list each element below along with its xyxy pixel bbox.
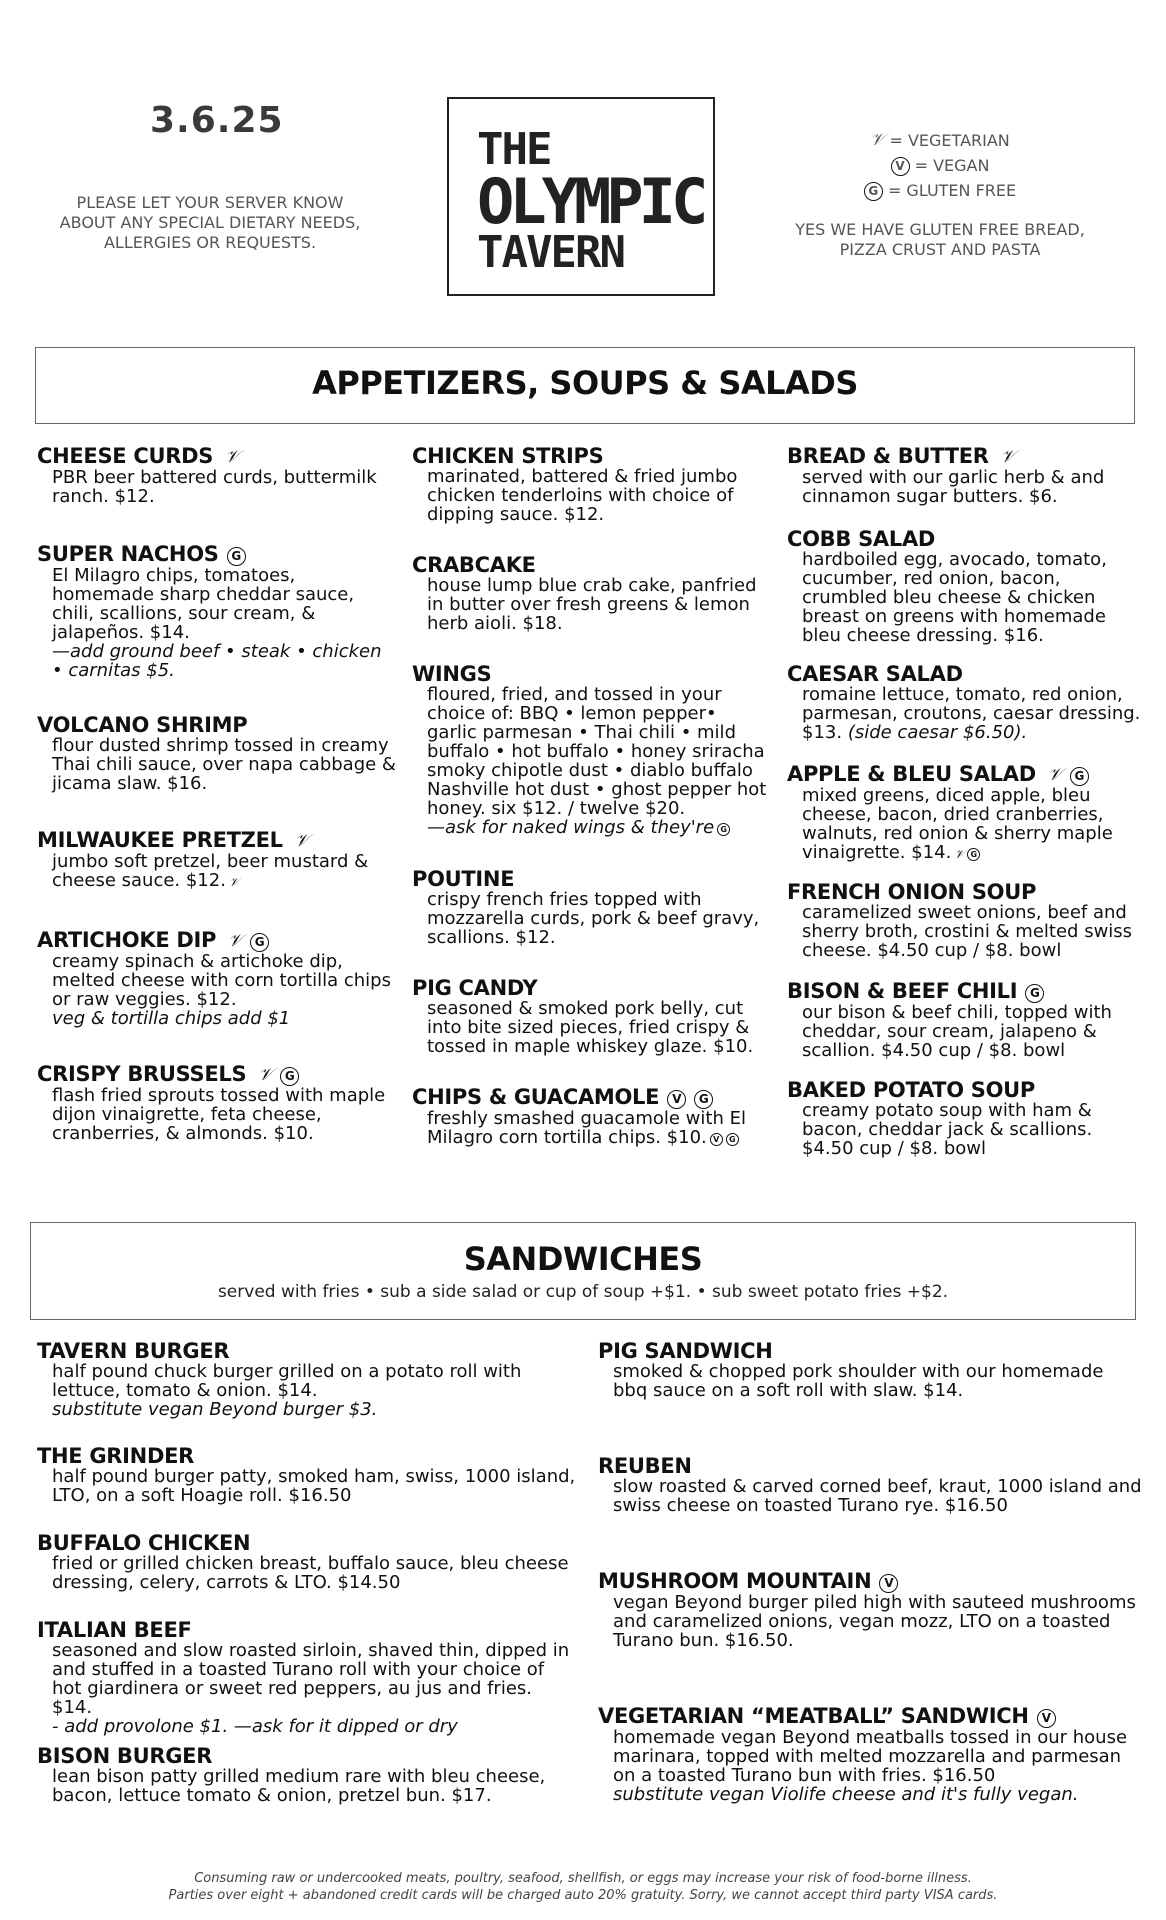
menu-item-apple-bleu-salad: APPLE & BLEU SALAD 𝒱 G mixed greens, diced apple, bleu cheese, bacon, dried cranberries, walnuts, red onion & sherry maple vinaigrette. $14. 𝒱 G <box>787 762 1113 863</box>
menu-item-cobb-salad: COBB SALAD hardboiled egg, avocado, tomato, cucumber, red onion, bacon, crumbled bleu cheese & chicken breast on greens with homemade bleu cheese dressing. $16. <box>787 527 1107 646</box>
gluten-free-icon: G <box>1025 984 1044 1003</box>
menu-item-artichoke-dip: ARTICHOKE DIP 𝒱 G creamy spinach & artichoke dip, melted cheese with corn tortilla chips or raw veggies. $12. veg & tortilla chips add $1 <box>37 928 391 1029</box>
sandwiches-section-header <box>30 1222 1136 1320</box>
menu-item-bread-butter: BREAD & BUTTER 𝒱 served with our garlic herb & and cinnamon sugar butters. $6. <box>787 444 1105 507</box>
sandwiches-subtitle: served with fries • sub a side salad or cup of soup +$1. • sub sweet potato fries +$2. <box>217 1282 949 1302</box>
gluten-free-icon: G <box>250 933 269 952</box>
menu-date: 3.6.25 <box>150 100 284 141</box>
menu-item-buffalo-chicken: BUFFALO CHICKEN fried or grilled chicken breast, buffalo sauce, bleu cheese dressing, celery, carrots & LTO. $14.50 <box>37 1531 569 1593</box>
menu-item-crabcake: CRABCAKE house lump blue crab cake, panfried in butter over fresh greens & lemon herb aioli. $18. <box>412 553 757 634</box>
footer-line-1: Consuming raw or undercooked meats, poultry, seafood, shellfish, or eggs may increase your risk of food-borne illness. <box>194 1871 972 1886</box>
menu-item-the-grinder: THE GRINDER half pound burger patty, smoked ham, swiss, 1000 island, LTO, on a soft Hoagie roll. $16.50 <box>37 1444 576 1506</box>
gluten-free-note: YES WE HAVE GLUTEN FREE BREAD, PIZZA CRUST AND PASTA <box>795 220 1085 259</box>
menu-item-french-onion-soup: FRENCH ONION SOUP caramelized sweet onions, beef and sherry broth, crostini & melted swiss cheese. $4.50 cup / $8. bowl <box>787 880 1133 961</box>
vegetarian-icon: 𝒱 <box>228 931 242 951</box>
legend-vegan: V = VEGAN <box>790 153 1090 178</box>
menu-item-volcano-shrimp: VOLCANO SHRIMP flour dusted shrimp tossed in creamy Thai chili sauce, over napa cabbage & jicama slaw. $16. <box>37 713 396 794</box>
menu-item-cheese-curds: CHEESE CURDS 𝒱 PBR beer battered curds, buttermilk ranch. $12. <box>37 444 377 507</box>
menu-item-crispy-brussels: CRISPY BRUSSELS 𝒱 G flash fried sprouts tossed with maple dijon vinaigrette, feta cheese, cranberries, & almonds. $10. <box>37 1062 386 1144</box>
menu-item-poutine: POUTINE crispy french fries topped with mozzarella curds, pork & beef gravy, scallions. $12. <box>412 867 760 948</box>
menu-item-wings: WINGS floured, fried, and tossed in your choice of: BBQ • lemon pepper• garlic parmesan • Thai chili • mild buffalo • hot buffalo • honey sriracha smoky chipotle dust • diablo buffalo Nashville hot dust • ghost pepper hot honey. six $12. / twelve $20. —ask for naked wings & they're G <box>412 662 767 838</box>
dietary-note: PLEASE LET YOUR SERVER KNOW ABOUT ANY SPECIAL DIETARY NEEDS, ALLERGIES OR REQUESTS. <box>59 193 361 252</box>
gluten-free-icon: G <box>280 1067 299 1086</box>
vegetarian-icon: 𝒱 <box>225 447 239 467</box>
logo-line-3: TAVERN <box>477 227 624 278</box>
footer-line-2: Parties over eight + abandoned credit cards will be charged auto 20% gratuity. Sorry, we cannot accept third party VISA cards. <box>168 1888 998 1903</box>
menu-item-pig-sandwich: PIG SANDWICH smoked & chopped pork shoulder with our homemade bbq sauce on a soft roll with slaw. $14. <box>598 1339 1104 1401</box>
gluten-free-icon: G <box>864 182 883 201</box>
vegetarian-icon: 𝒱 <box>1047 765 1062 785</box>
gluten-free-icon: G <box>227 547 246 566</box>
menu-item-caesar-salad: CAESAR SALAD romaine lettuce, tomato, red onion, parmesan, croutons, caesar dressing. $13. (side caesar $6.50). <box>787 662 1141 743</box>
appetizers-title: APPETIZERS, SOUPS & SALADS <box>312 364 858 402</box>
logo-line-2: OLYMPIC <box>477 165 704 238</box>
menu-item-chicken-strips: CHICKEN STRIPS marinated, battered & fried jumbo chicken tenderloins with choice of dipping sauce. $12. <box>412 444 738 525</box>
menu-item-tavern-burger: TAVERN BURGER half pound chuck burger grilled on a potato roll with lettuce, tomato & onion. $14. substitute vegan Beyond burger $3. <box>37 1339 522 1420</box>
dietary-legend <box>790 128 1090 203</box>
sandwiches-title: SANDWICHES <box>463 1240 703 1278</box>
vegan-icon: V <box>667 1090 686 1109</box>
gluten-free-icon: G <box>726 1133 739 1146</box>
menu-item-mushroom-mountain: MUSHROOM MOUNTAIN V vegan Beyond burger piled high with sauteed mushrooms and caramelized onions, vegan mozz, LTO on a toasted Turano bun. $16.50. <box>598 1569 1136 1651</box>
vegetarian-icon: 𝒱 <box>228 875 239 889</box>
legend-vegetarian: 𝒱 = VEGETARIAN <box>790 128 1090 153</box>
menu-item-italian-beef: ITALIAN BEEF seasoned and slow roasted sirloin, shaved thin, dipped in and stuffed in a toasted Turano roll with your choice of hot giardinera or sweet red peppers, au jus and fries. $14. - add provolone $1. —ask for it dipped or dry <box>37 1618 570 1737</box>
menu-item-bison-beef-chili: BISON & BEEF CHILI G our bison & beef chili, topped with cheddar, sour cream, jalapeno & scallion. $4.50 cup / $8. bowl <box>787 979 1112 1061</box>
appetizers-section-header <box>35 347 1135 424</box>
legend-gluten-free: G = GLUTEN FREE <box>790 178 1090 203</box>
vegetarian-icon: 𝒱 <box>870 130 885 150</box>
gluten-free-icon: G <box>967 848 980 861</box>
menu-item-pig-candy: PIG CANDY seasoned & smoked pork belly, cut into bite sized pieces, fried crispy & tossed in maple whiskey glaze. $10. <box>412 976 754 1057</box>
gluten-free-icon: G <box>694 1090 713 1109</box>
vegan-icon: V <box>1037 1709 1056 1728</box>
menu-item-bison-burger: BISON BURGER lean bison patty grilled medium rare with bleu cheese, bacon, lettuce tomato & onion, pretzel bun. $17. <box>37 1744 546 1806</box>
menu-item-milwaukee-pretzel: MILWAUKEE PRETZEL 𝒱 jumbo soft pretzel, beer mustard & cheese sauce. $12. 𝒱 <box>37 828 369 891</box>
menu-item-baked-potato-soup: BAKED POTATO SOUP creamy potato soup with ham & bacon, cheddar jack & scallions. $4.50 cup / $8. bowl <box>787 1078 1093 1159</box>
vegetarian-icon: 𝒱 <box>258 1065 273 1085</box>
vegetarian-icon: 𝒱 <box>294 831 309 851</box>
logo-line-1: THE <box>477 124 551 175</box>
vegan-icon: V <box>710 1133 723 1146</box>
vegan-icon: V <box>891 157 910 176</box>
menu-item-vegetarian-meatball-sandwich: VEGETARIAN “MEATBALL” SANDWICH V homemade vegan Beyond meatballs tossed in our house marinara, topped with melted mozzarella and parmesan on a toasted Turano bun with fries. $16.50 substitute vegan Violife cheese and it's fully vegan. <box>598 1704 1128 1805</box>
logo <box>447 97 715 296</box>
vegan-icon: V <box>879 1574 898 1593</box>
gluten-free-icon: G <box>717 823 730 836</box>
gluten-free-icon: G <box>1070 767 1089 786</box>
menu-item-chips-guacamole: CHIPS & GUACAMOLE V G freshly smashed guacamole with El Milagro corn tortilla chips. $10. V G <box>412 1085 746 1148</box>
menu-item-reuben: REUBEN slow roasted & carved corned beef, kraut, 1000 island and swiss cheese on toasted Turano rye. $16.50 <box>598 1454 1142 1516</box>
footer-disclaimer <box>0 1870 1166 1904</box>
vegetarian-icon: 𝒱 <box>954 847 965 861</box>
menu-item-super-nachos: SUPER NACHOS G El Milagro chips, tomatoes, homemade sharp cheddar sauce, chili, scallions, sour cream, & jalapeños. $14. —add ground beef • steak • chicken • carnitas $5. <box>37 542 382 681</box>
vegetarian-icon: 𝒱 <box>1000 447 1015 467</box>
